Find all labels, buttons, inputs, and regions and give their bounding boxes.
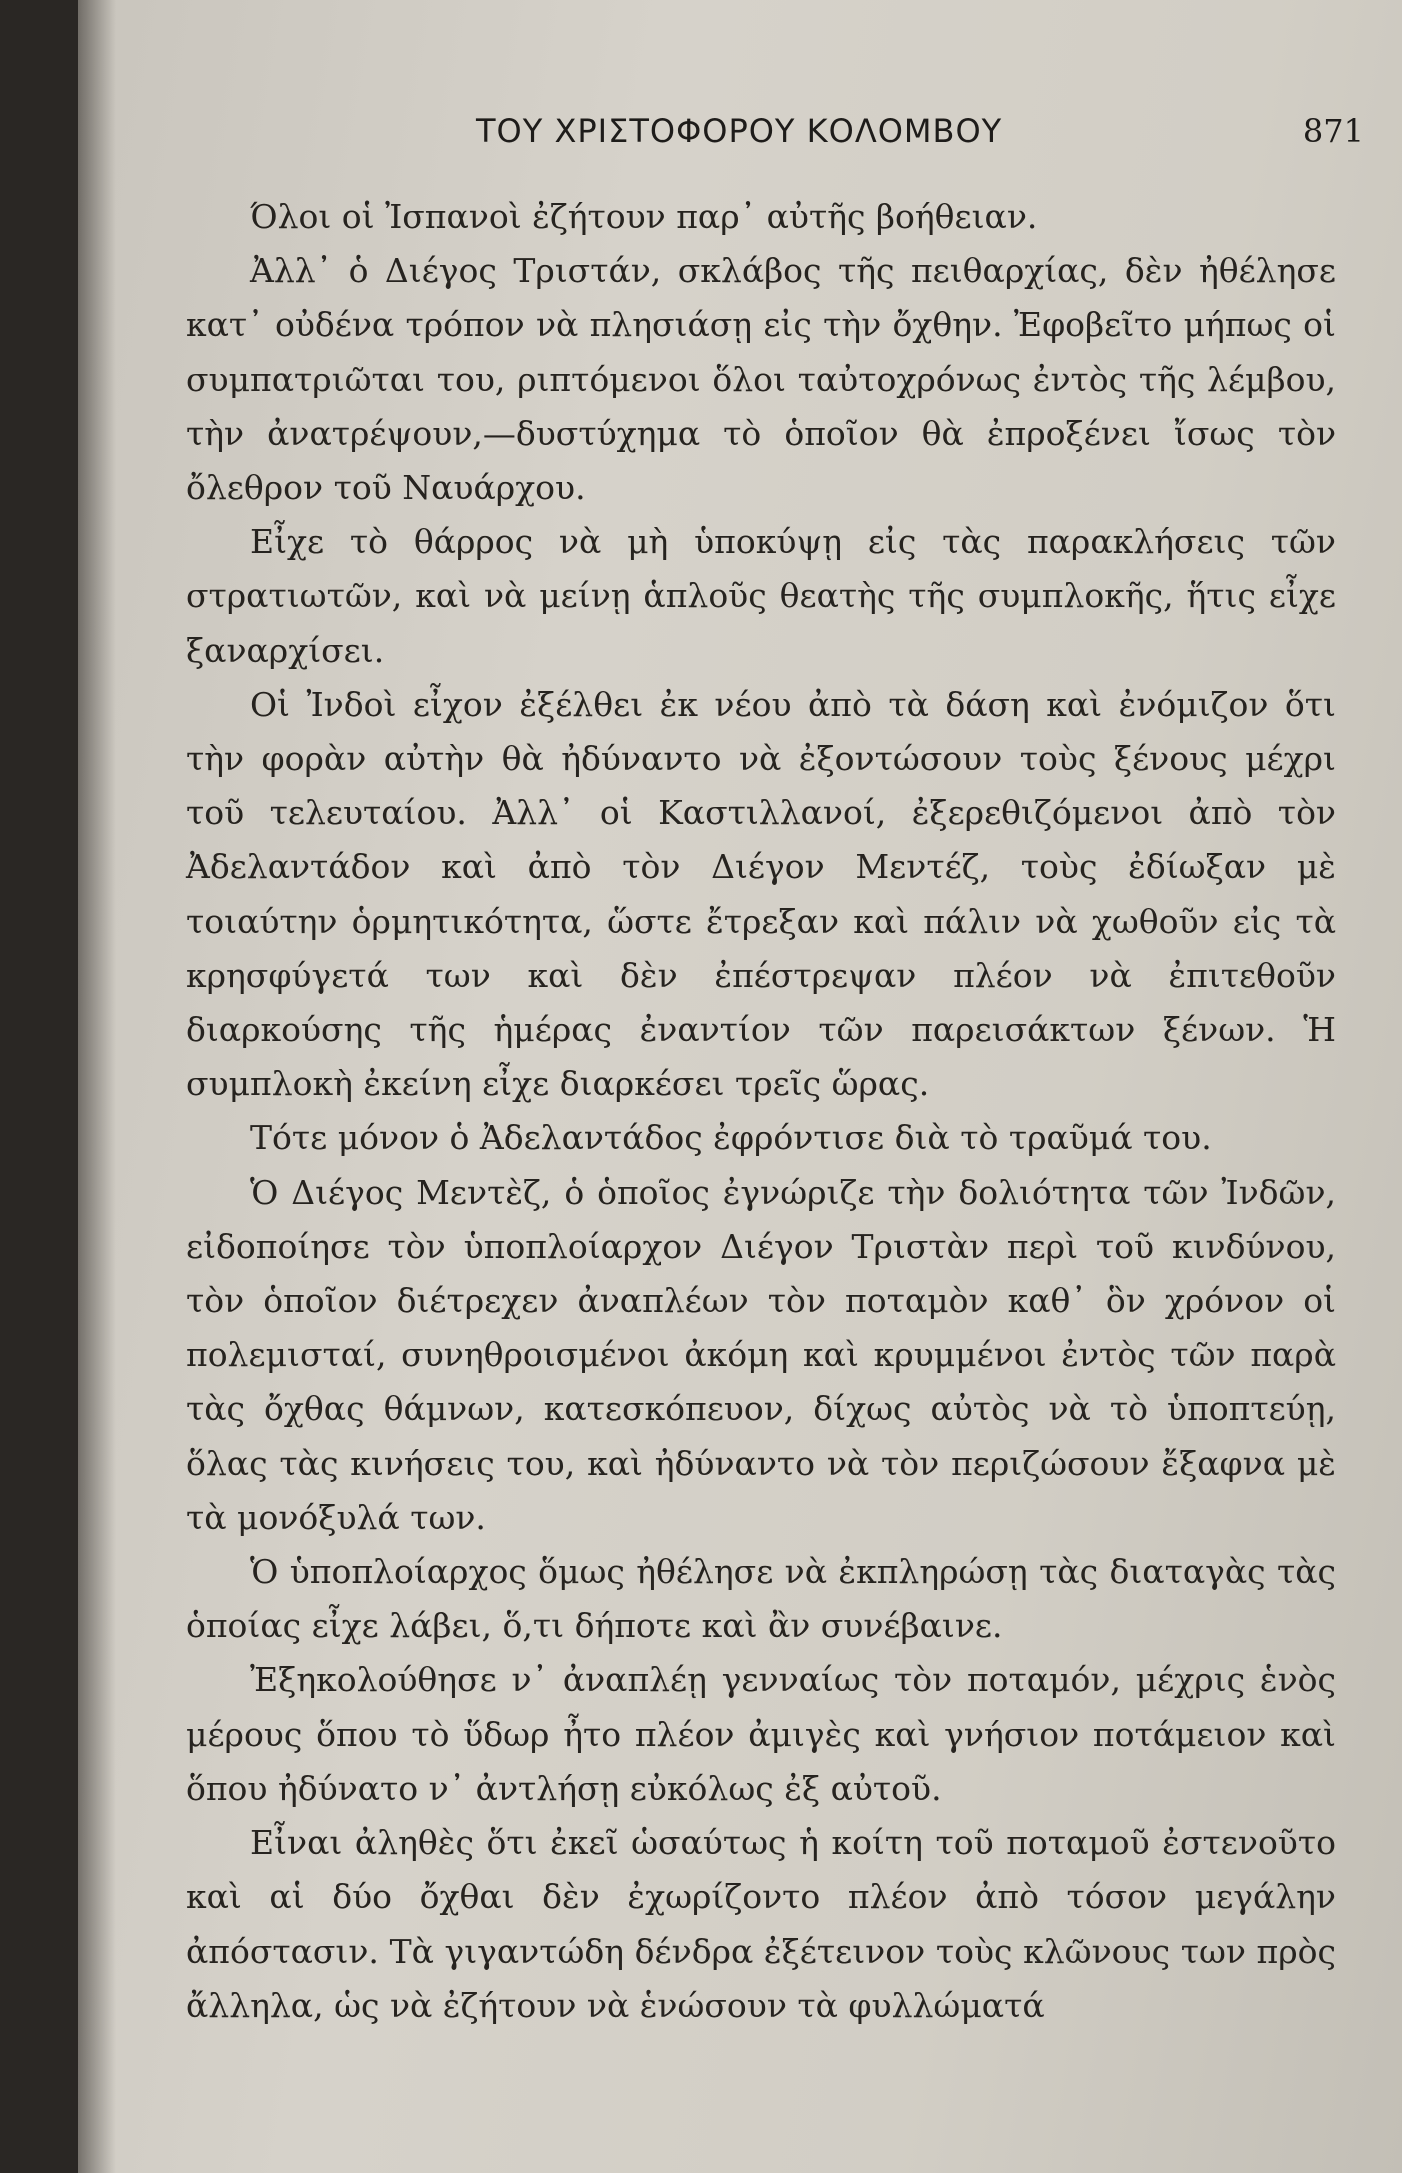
paragraph: Όλοι οἱ Ἰσπανοὶ ἐζήτουν παρ᾿ αὐτῆς βοήθειαν.: [250, 197, 1038, 236]
paragraph: Ὁ ὑποπλοίαρχος ὅμως ἠθέλησε νὰ ἐκπληρώσῃ τὰς διαταγὰς τὰς ὁποίας εἶχε λάβει, ὅ,τι δήποτε καὶ ἂν συνέβαινε.: [186, 1552, 1336, 1646]
body-text: [186, 190, 1336, 2033]
paragraph: Ὁ Διέγος Μεντὲζ, ὁ ὁποῖος ἐγνώριζε τὴν δολιότητα τῶν Ἰνδῶν, εἰδοποίησε τὸν ὑποπλοίαρχον Διέγον Τριστὰν περὶ τοῦ κινδύνου, τὸν ὁποῖον διέτρεχεν ἀναπλέων τὸν ποταμὸν καθ᾿ ὃν χρόνον οἱ πολεμισταί, συνηθροισμένοι ἀκόμη καὶ κρυμμένοι ἐντὸς τῶν παρὰ τὰς ὄχθας θάμνων, κατεσκόπευον, δίχως αὐτὸς νὰ τὸ ὑποπτεύῃ, ὅλας τὰς κινήσεις του, καὶ ἠδύναντο νὰ τὸν περιζώσουν ἔξαφνα μὲ τὰ μονόξυλά των.: [186, 1172, 1336, 1537]
paragraph: Τότε μόνον ὁ Ἀδελαντάδος ἐφρόντισε διὰ τὸ τραῦμά του.: [250, 1118, 1212, 1158]
paragraph: Εἶχε τὸ θάρρος νὰ μὴ ὑποκύψῃ εἰς τὰς παρακλήσεις τῶν στρατιωτῶν, καὶ νὰ μείνῃ ἁπλοῦς θεατὴς τῆς συμπλοκῆς, ἥτις εἶχε ξαναρχίσει.: [186, 522, 1336, 670]
binding-shadow: [78, 0, 116, 2173]
paragraph: Εἶναι ἀληθὲς ὅτι ἐκεῖ ὡσαύτως ἡ κοίτη τοῦ ποταμοῦ ἐστενοῦτο καὶ αἱ δύο ὄχθαι δὲν ἐχωρίζοντο πλέον ἀπὸ τόσον μεγάλην ἀπόστασιν. Τὰ γιγαντώδη δένδρα ἐξέτεινον τοὺς κλῶνους των πρὸς ἄλληλα, ὡς νὰ ἐζήτουν νὰ ἑνώσουν τὰ φυλλώματά: [186, 1823, 1336, 2025]
paragraph: Οἱ Ἰνδοὶ εἶχον ἐξέλθει ἐκ νέου ἀπὸ τὰ δάση καὶ ἐνόμιζον ὅτι τὴν φορὰν αὐτὴν θὰ ἠδύναντο νὰ ἐξοντώσουν τοὺς ξένους μέχρι τοῦ τελευταίου. Ἀλλ᾿ οἱ Καστιλλανοί, ἐξερεθιζόμενοι ἀπὸ τὸν Ἀδελαντάδον καὶ ἀπὸ τὸν Διέγον Μεντέζ, τοὺς ἐδίωξαν μὲ τοιαύτην ὁρμητικότητα, ὥστε ἔτρεξαν καὶ πάλιν νὰ χωθοῦν εἰς τὰ κρησφύγετά των καὶ δὲν ἐπέστρεψαν πλέον νὰ ἐπιτεθοῦν διαρκούσης τῆς ἡμέρας ἐναντίον τῶν παρεισάκτων ξένων. Ἡ συμπλοκὴ ἐκείνη εἶχε διαρκέσει τρεῖς ὥρας.: [186, 684, 1336, 1104]
paragraph: Ἀλλ᾿ ὁ Διέγος Τριστάν, σκλάβος τῆς πειθαρχίας, δὲν ἠθέλησε κατ᾿ οὐδένα τρόπον νὰ πλησιάσῃ εἰς τὴν ὄχθην. Ἐφοβεῖτο μήπως οἱ συμπατριῶται του, ριπτόμενοι ὅλοι ταὐτοχρόνως ἐντὸς τῆς λέμβου, τὴν ἀνατρέψουν,—δυστύχημα τὸ ὁποῖον θὰ ἐπροξένει ἴσως τὸν ὄλεθρον τοῦ Ναυάρχου.: [186, 251, 1336, 508]
running-title: ΤΟΥ ΧΡΙΣΤΟΦΟΡΟΥ ΚΟΛΟΜΒΟΥ: [476, 112, 1003, 150]
book-page: [78, 0, 1402, 2173]
page-number: 871: [1302, 112, 1364, 150]
page-header: [78, 112, 1402, 164]
paragraph: Ἐξηκολούθησε ν᾿ ἀναπλέῃ γενναίως τὸν ποταμόν, μέχρις ἑνὸς μέρους ὅπου τὸ ὕδωρ ἦτο πλέον ἀμιγὲς καὶ γνήσιον ποτάμειον καὶ ὅπου ἠδύνατο ν᾿ ἀντλήσῃ εὐκόλως ἐξ αὐτοῦ.: [186, 1660, 1336, 1808]
